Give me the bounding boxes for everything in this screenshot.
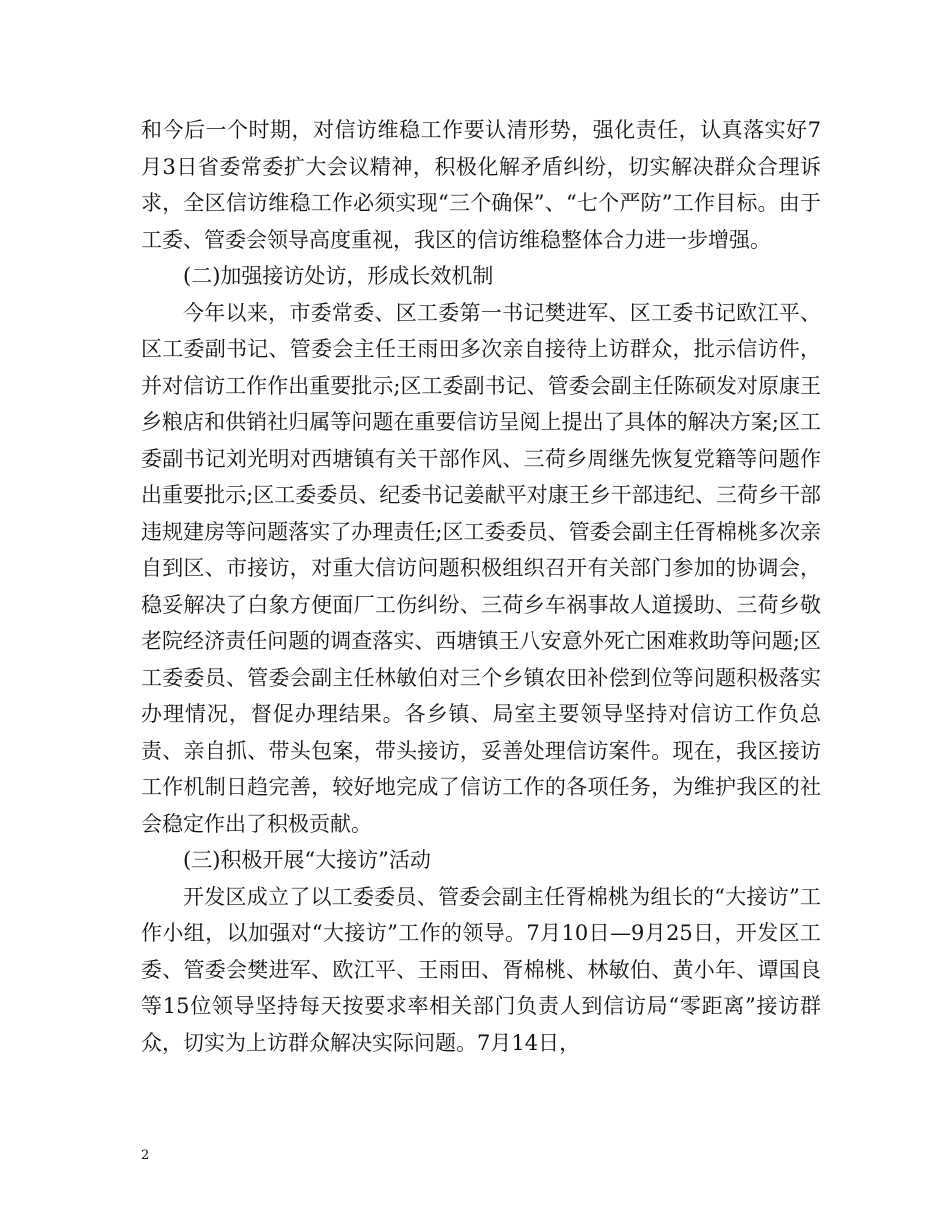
paragraph-reception: 今年以来，市委常委、区工委第一书记樊进军、区工委书记欧江平、区工委副书记、管委会主任王雨田多次亲自接待上访群众，批示信访件，并对信访工作作出重要批示;区工委副书记、管委会副主任陈硕发对原康王乡粮店和供销社归属等问题在重要信访呈阅上提出了具体的解决方案;区工委副书记刘光明对西塘镇有关干部作风、三荷乡周继先恢复党籍等问题作出重要批示;区工委委员、纪委书记姜献平对康王乡干部违纪、三荷乡干部违规建房等问题落实了办理责任;区工委委员、管委会副主任胥棉桃多次亲自到区、市接访，对重大信访问题积极组织召开有关部门参加的协调会，稳妥解决了白象方便面厂工伤纠纷、三荷乡车祸事故人道援助、三荷乡敬老院经济责任问题的调查落实、西塘镇王八安意外死亡困难救助等问题;区工委委员、管委会副主任林敏伯对三个乡镇农田补偿到位等问题积极落实办理情况，督促办理结果。各乡镇、局室主要领导坚持对信访工作负总责、亲自抓、带头包案，带头接访，妥善处理信访案件。现在，我区接访工作机制日趋完善，较好地完成了信访工作的各项任务，为维护我区的社会稳定作出了积极贡献。 bbox=[141, 300, 821, 836]
paragraph-intro: 和今后一个时期，对信访维稳工作要认清形势，强化责任，认真落实好7月3日省委常委扩大会议精神，积极化解矛盾纠纷，切实解决群众合理诉求，全区信访维稳工作必须实现“三个确保”、“七个严防”工作目标。由于工委、管委会领导高度重视，我区的信访维稳整体合力进一步增强。 bbox=[141, 118, 821, 252]
section-heading-2: (二)加强接访处访，形成长效机制 bbox=[183, 264, 494, 288]
document-body bbox=[141, 112, 821, 1061]
section-heading-3: (三)积极开展“大接访”活动 bbox=[183, 848, 431, 872]
paragraph-big-reception: 开发区成立了以工委委员、管委会副主任胥棉桃为组长的“大接访”工作小组，以加强对“大接访”工作的领导。7月10日—9月25日，开发区工委、管委会樊进军、欧江平、王雨田、胥棉桃、林敏伯、黄小年、谭国良等15位领导坚持每天按要求率相关部门负责人到信访局“零距离”接访群众，切实为上访群众解决实际问题。7月14日， bbox=[141, 884, 821, 1055]
page-number: 2 bbox=[141, 1148, 150, 1163]
